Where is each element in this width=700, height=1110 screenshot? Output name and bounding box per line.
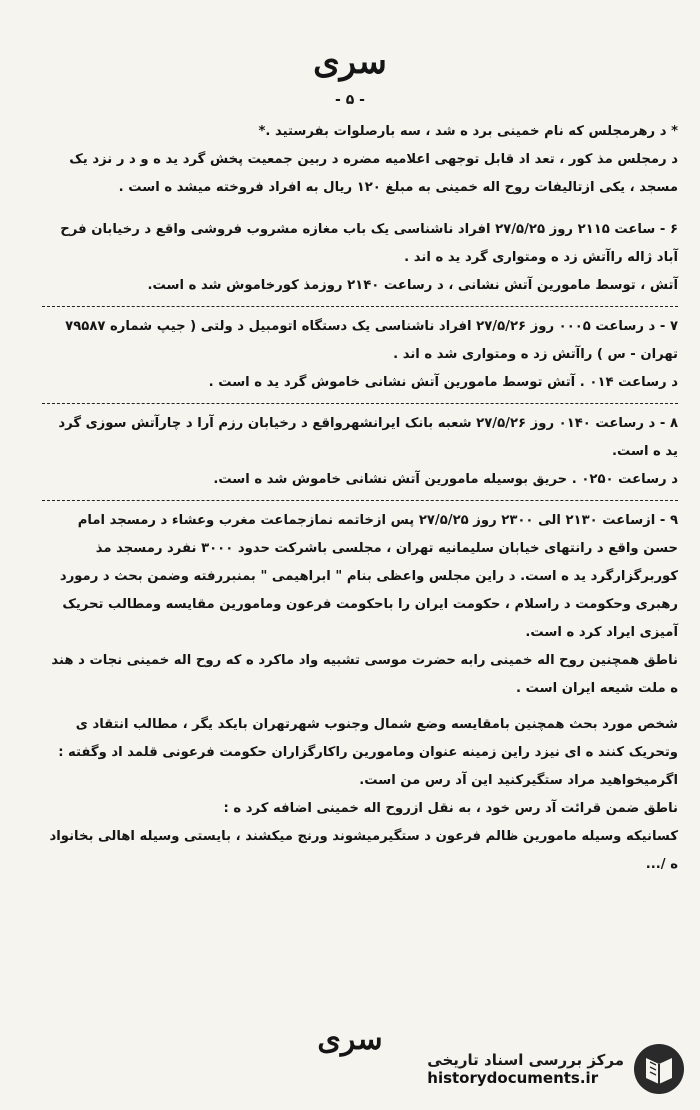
watermark-text <box>427 1051 624 1087</box>
divider <box>42 306 678 307</box>
paragraph: ۷ - د رساعت ۰۰۰۵ روز ۲۷/۵/۲۶ افراد ناشناسی یک دستگاه اتومبیل د ولتی ( جیپ شماره ۷۹۵۸۷ تهران - س ) راآتش زد ه ومتواری شد ه اند . <box>65 319 678 362</box>
paragraph: ناطق ضمن قرائت آد رس خود ، به نقل ازروح اله خمینی اضافه کرد ه : <box>223 801 678 816</box>
paragraph: ناطق همچنین روح اله خمینی رابه حضرت موسی تشبیه واد ماکرد ه که روح اله خمینی نجات د هند ه ملت شیعه ایران است . <box>51 653 678 696</box>
divider <box>42 403 678 404</box>
paragraph: ۹ - ازساعت ۲۱۳۰ الی ۲۳۰۰ روز ۲۷/۵/۲۵ پس ازخاتمه نمازجماعت مغرب وعشاء د رمسجد امام حسن واقع د رانتهای خیابان سلیمانیه تهران ، مجلسی باشرکت حدود ۳۰۰۰ نفرد رمسجد مذ کوربرگزارگرد ید ه است. د راین مجلس واعظی بنام " ابراهیمی " بمنبررفته وضمن بحث د رمورد رهبری وحکومت د راسلام ، حکومت ایران را باحکومت فرعون ومامورین مقایسه ومطالب تحریک آمیزی ایراد کرد ه است. <box>59 513 678 640</box>
paragraph: ۸ - د رساعت ۰۱۴۰ روز ۲۷/۵/۲۶ شعبه بانک ایرانشهرواقع د رخیابان رزم آرا د چارآتش سوزی گرد ید ه است. <box>58 416 678 459</box>
paragraph: شخص مورد بحث همچنین بامقایسه وضع شمال وجنوب شهرتهران بایکد یگر ، مطالب انتقاد ی وتحریک کنند ه ای نیزد راین زمینه عنوان ومامورین راکارگزاران حکومت فرعونی قلمد اد وگفته : <box>58 717 678 760</box>
paragraph: * د رهرمجلس که نام خمینی برد ه شد ، سه بارصلوات بفرستید .* <box>258 124 678 139</box>
watermark-title: مرکز بررسی اسناد تاریخی <box>427 1051 624 1069</box>
paragraph: اگرمیخواهید مراد ستگیرکنید این آد رس من است. <box>359 773 678 788</box>
paragraph: د رساعت ۰۱۴ . آتش توسط مامورین آتش نشانی خاموش گرد ید ه است . <box>208 375 678 390</box>
page-number: - ۵ - <box>335 92 365 108</box>
archive-watermark <box>396 1038 686 1100</box>
archive-logo-icon <box>632 1042 686 1096</box>
classification-footer: سری <box>317 1022 383 1057</box>
paragraph: ۶ - ساعت ۲۱۱۵ روز ۲۷/۵/۲۵ افراد ناشناسی یک باب مغازه مشروب فروشی واقع د رخیابان فرح آباد ژاله راآتش زد ه ومتواری گرد ید ه اند . <box>60 222 678 265</box>
divider <box>42 500 678 501</box>
watermark-url: historydocuments.ir <box>427 1069 599 1087</box>
paragraph: کسانیکه وسیله مامورین ظالم فرعون د ستگیرمیشوند ورنج میکشند ، بایستی وسیله اهالی بخانواد ه /... <box>49 829 678 872</box>
paragraph: د رمجلس مذ کور ، تعد اد قابل توجهی اعلامیه مضره د ربین جمعیت پخش گرد ید ه و د ر نزد یک مسجد ، یکی ازتالیفات روح اله خمینی به مبلغ ۱۲۰ ریال به افراد فروخته میشد ه است . <box>69 152 678 195</box>
paragraph: د رساعت ۰۲۵۰ . حریق بوسیله مامورین آتش نشانی خاموش شد ه است. <box>213 472 678 487</box>
document-body <box>42 118 678 879</box>
classification-header: سری <box>313 42 387 82</box>
paragraph: آتش ، توسط مامورین آتش نشانی ، د رساعت ۲۱۴۰ روزمذ کورخاموش شد ه است. <box>147 278 678 293</box>
